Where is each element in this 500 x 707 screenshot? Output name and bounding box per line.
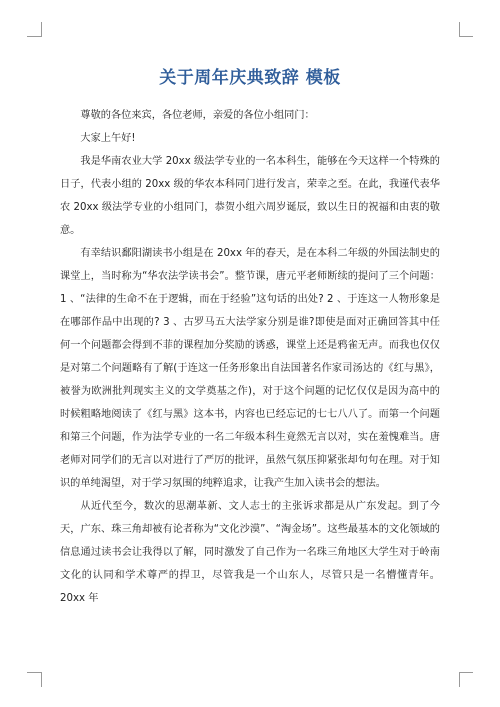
- body-paragraph: 我是华南农业大学 20xx 级法学专业的一名本科生，能够在今天这样一个特殊的日子，代表小组的 20xx 级的华农本科同门进行发言，荣幸之至。在此，我谨代表华农 20xx 级法学专业的小组同门，恭贺小组六周岁诞辰，致以生日的祝福和由衷的敬意。: [60, 156, 440, 236]
- body-paragraph: 有幸结识鄱阳湖读书小组是在 20xx 年的春天，是在本科二年级的外国法制史的课堂上，当时称为“华农法学读书会”。整节课，唐元平老师断续的提问了三个问题：1 、“法律的生命不在于逻辑，而在于经验”这句话的出处? 2 、于连这一人物形象是在哪部作品中出现的? 3 、古罗马五大法学家分别是谁?即使是面对正确回答其中任何一个问题都会得到不菲的课程加分奖励的诱惑，课堂上还是鸦雀无声。而我也仅仅是对第二个问题略有了解(于连这一任务形象出自法国著名作家司汤达的《红与黑》，被誉为欧洲批判现实主义的文学奠基之作)，对于这个问题的记忆仅仅是因为高中的时候粗略地阅读了《红与黑》这本书，内容也已经忘记的七七八八了。而第一个问题和第三个问题，作为法学专业的一名二年级本科生竟然无言以对，实在羞愧难当。唐老师对同学们的无言以对进行了严厉的批评，虽然气氛压抑紧张却句句在理。对于知识的单纯渴望，对于学习氛围的纯粹追求，让我产生加入读书会的想法。: [60, 248, 440, 489]
- crop-mark-bottom-left-h: [27, 672, 41, 673]
- document-body: [60, 104, 440, 610]
- crop-mark-top-right-h: [459, 36, 473, 37]
- crop-mark-top-left-v: [41, 22, 42, 37]
- crop-mark-top-left-h: [27, 36, 41, 37]
- crop-mark-bottom-right-h: [459, 672, 473, 673]
- crop-mark-bottom-left-v: [41, 672, 42, 687]
- crop-mark-top-right-v: [459, 22, 460, 37]
- body-paragraph: 从近代至今，数次的思潮革新、文人志士的主张诉求都是从广东发起。到了今天，广东、珠三角却被有论者称为“文化沙漠”、“淘金场”。这些最基本的文化领域的信息通过读书会让我得以了解，同时激发了自己作为一名珠三角地区大学生对于岭南文化的认同和学术尊严的捍卫，尽管我是一个山东人，尽管只是一名懵懂青年。 20xx 年: [60, 501, 440, 604]
- document-title: 关于周年庆典致辞 模板: [159, 68, 341, 88]
- crop-mark-bottom-right-v: [459, 672, 460, 687]
- greeting-paragraph: 大家上午好!: [80, 133, 136, 144]
- salutation-paragraph: 尊敬的各位来宾，各位老师，亲爱的各位小组同门：: [80, 110, 315, 121]
